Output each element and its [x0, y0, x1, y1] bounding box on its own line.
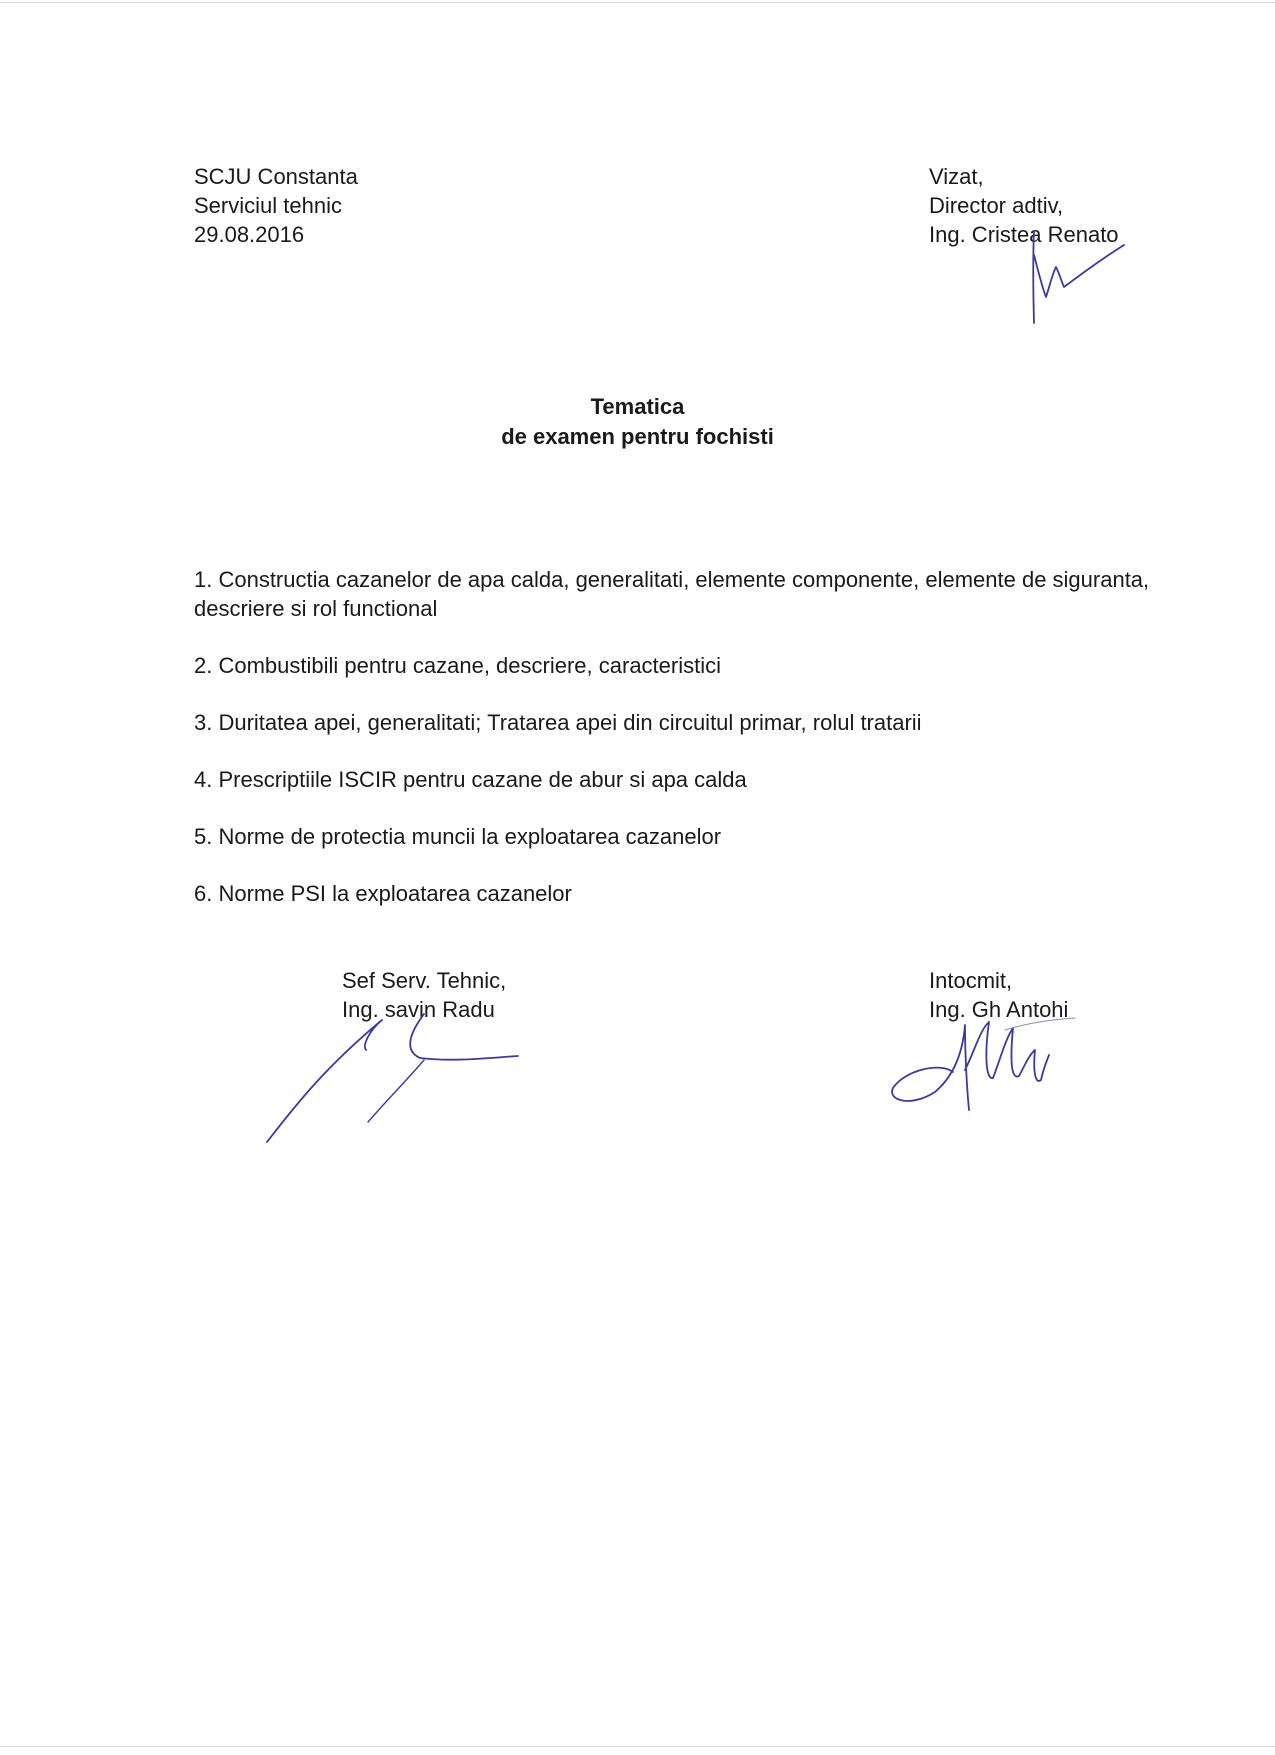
topic-item: 4. Prescriptiile ISCIR pentru cazane de abur si apa calda: [194, 767, 747, 792]
approval-label: Vizat,: [929, 164, 984, 189]
title-line-1: Tematica: [590, 394, 685, 419]
intocmit-signature: [885, 1010, 1085, 1120]
topic-item: 5. Norme de protectia muncii la exploatarea cazanelor: [194, 824, 722, 849]
sef-serv-signature: [262, 1000, 522, 1150]
header-left: [194, 162, 358, 249]
topic-list: [194, 565, 1184, 936]
scan-edge-top: [0, 2, 1275, 3]
signer-left-name: Ing. savin Radu: [342, 997, 495, 1022]
document-date: 29.08.2016: [194, 222, 305, 247]
topic-item: 3. Duritatea apei, generalitati; Tratarea apei din circuitul primar, rolul tratarii: [194, 710, 922, 735]
topic-item: 6. Norme PSI la exploatarea cazanelor: [194, 881, 572, 906]
document-title: [0, 392, 1275, 452]
title-line-2: de examen pentru fochisti: [501, 424, 774, 449]
department: Serviciul tehnic: [194, 193, 342, 218]
signer-right-name: Ing. Gh Antohi: [929, 997, 1069, 1022]
director-signature: [1000, 225, 1130, 325]
approval-name: Ing. Cristea Renato: [929, 222, 1119, 247]
topic-item: 2. Combustibili pentru cazane, descriere, caracteristici: [194, 653, 722, 678]
approval-role: Director adtiv,: [929, 193, 1064, 218]
scan-edge-bottom: [0, 1746, 1275, 1747]
signer-left-role: Sef Serv. Tehnic,: [342, 968, 507, 993]
institution: SCJU Constanta: [194, 164, 358, 189]
signer-right-role: Intocmit,: [929, 968, 1013, 993]
topic-item: 1. Constructia cazanelor de apa calda, generalitati, elemente componente, elemente de siguranta, descriere si rol functional: [194, 567, 1150, 621]
